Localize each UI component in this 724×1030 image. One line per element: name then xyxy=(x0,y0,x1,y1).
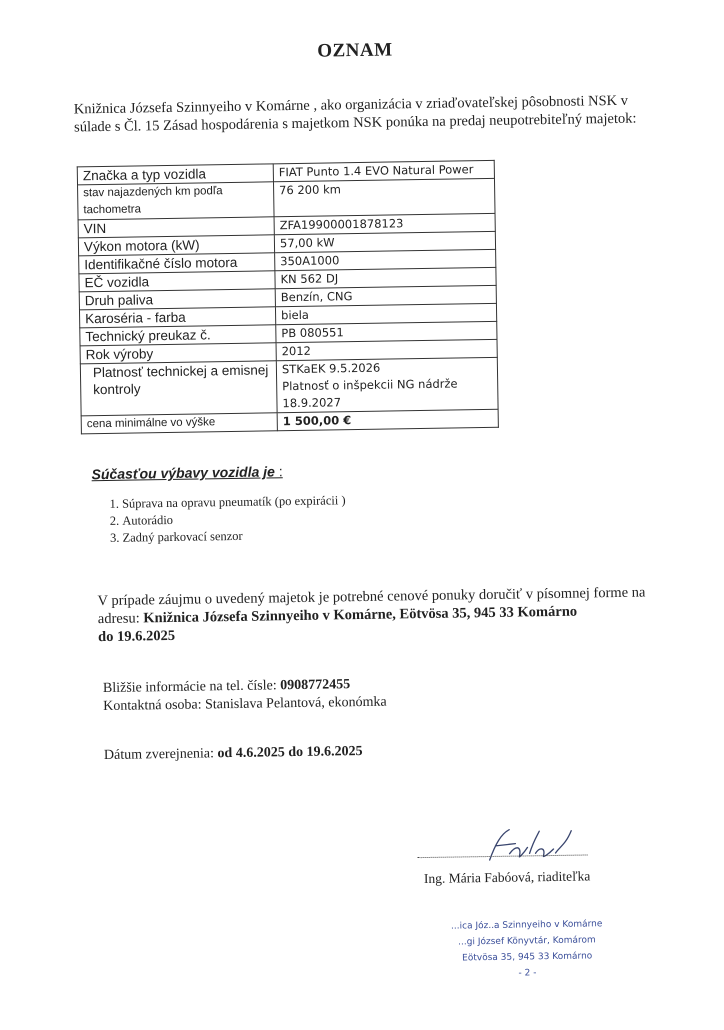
offer-paragraph xyxy=(97,583,658,646)
spec-value: 350A1000 xyxy=(275,249,496,270)
spec-key: Výkon motora (kW) xyxy=(78,235,274,256)
spec-key: Rok výroby xyxy=(80,343,276,364)
equipment-heading-colon: : xyxy=(274,463,283,480)
spec-value-line: Platnosť o inšpekcii NG nádrže xyxy=(282,376,458,394)
spec-key: Identifikačné číslo motora xyxy=(79,253,275,274)
equipment-heading xyxy=(91,463,282,482)
stamp-line: ...gi József Könyvtár, Komárom xyxy=(458,935,596,948)
spec-value: KN 562 DJ xyxy=(275,267,496,288)
offer-deadline: do 19.6.2025 xyxy=(97,627,176,646)
spec-value: FIAT Punto 1.4 EVO Natural Power xyxy=(273,160,494,181)
list-item: 3. Zadný parkovací senzor xyxy=(122,526,346,547)
spec-key: cena minimálne vo výške xyxy=(81,413,277,434)
spec-value: ZFA19900001878123 xyxy=(274,213,495,234)
phone-label: Bližšie informácie na tel. čísle: xyxy=(102,678,277,697)
spec-key: Technický preukaz č. xyxy=(80,325,276,346)
offer-text: V prípade záujmu o uvedený majetok je potrebné cenové ponuky doručiť v písomnej forme na adresu: xyxy=(97,584,646,628)
offer-address: Knižnica Józsefa Szinnyeiho v Komárne, Eötvösa 35, 945 33 Komárno xyxy=(143,603,578,627)
spec-value: PB 080551 xyxy=(276,321,497,342)
contact-person: Kontaktná osoba: Stanislava Pelantová, ekonómka xyxy=(103,694,387,715)
vehicle-spec-table xyxy=(77,160,499,435)
spec-key: VIN xyxy=(78,217,274,238)
stamp-line: ...ica Józ..a Szinnyeiho v Komárne xyxy=(450,919,603,932)
spec-value: 76 200 km xyxy=(273,178,495,216)
spec-key: EČ vozidla xyxy=(79,271,275,292)
institution-stamp xyxy=(427,916,628,983)
list-item: 2. Autorádio xyxy=(122,509,346,530)
handwritten-signature xyxy=(475,823,586,869)
contact-info xyxy=(103,676,387,716)
spec-value-line: STKaEK 9.5.2026 xyxy=(281,360,381,377)
spec-key: Značka a typ vozidla xyxy=(77,164,273,185)
equipment-list xyxy=(96,492,346,547)
spec-key: Karoséria - farba xyxy=(79,307,275,328)
equipment-heading-text: Súčasťou výbavy vozidla je xyxy=(91,463,276,483)
spec-key: Druh paliva xyxy=(79,289,275,310)
stamp-line: - 2 - xyxy=(518,968,537,979)
spec-key: Platnosť technickej a emisnej kontroly xyxy=(80,361,277,416)
spec-value: biela xyxy=(275,303,496,324)
publication-range: od 4.6.2025 do 19.6.2025 xyxy=(217,743,363,762)
spec-value-line: 18.9.2027 xyxy=(282,395,342,411)
price-value: 1 500,00 € xyxy=(277,409,498,430)
table-row xyxy=(80,357,498,416)
list-item: 1. Súprava na opravu pneumatík (po expirácii ) xyxy=(122,492,346,513)
intro-paragraph: Knižnica Józsefa Szinnyeiho v Komárne , ako organizácia v zriaďovateľskej pôsobnosti NSK v súlade s Čl. 15 Zásad hospodárenia s majetkom NSK ponúka na predaj neupotrebiteľný majetok: xyxy=(73,92,637,136)
publication-date xyxy=(104,744,363,764)
spec-value xyxy=(276,357,498,412)
spec-value: 2012 xyxy=(276,339,497,360)
document-title: OZNAM xyxy=(317,39,393,62)
spec-value: 57,00 kW xyxy=(274,231,495,252)
spec-key: stav najazdených km podľa tachometra xyxy=(78,182,275,220)
publication-label: Dátum zverejnenia: xyxy=(103,746,215,764)
phone-number: 0908772455 xyxy=(280,677,351,694)
stamp-line: Eötvösa 35, 945 33 Komárno xyxy=(462,951,593,964)
signer-name: Ing. Mária Fabóová, riaditeľka xyxy=(423,868,591,887)
spec-value: Benzín, CNG xyxy=(275,285,496,306)
